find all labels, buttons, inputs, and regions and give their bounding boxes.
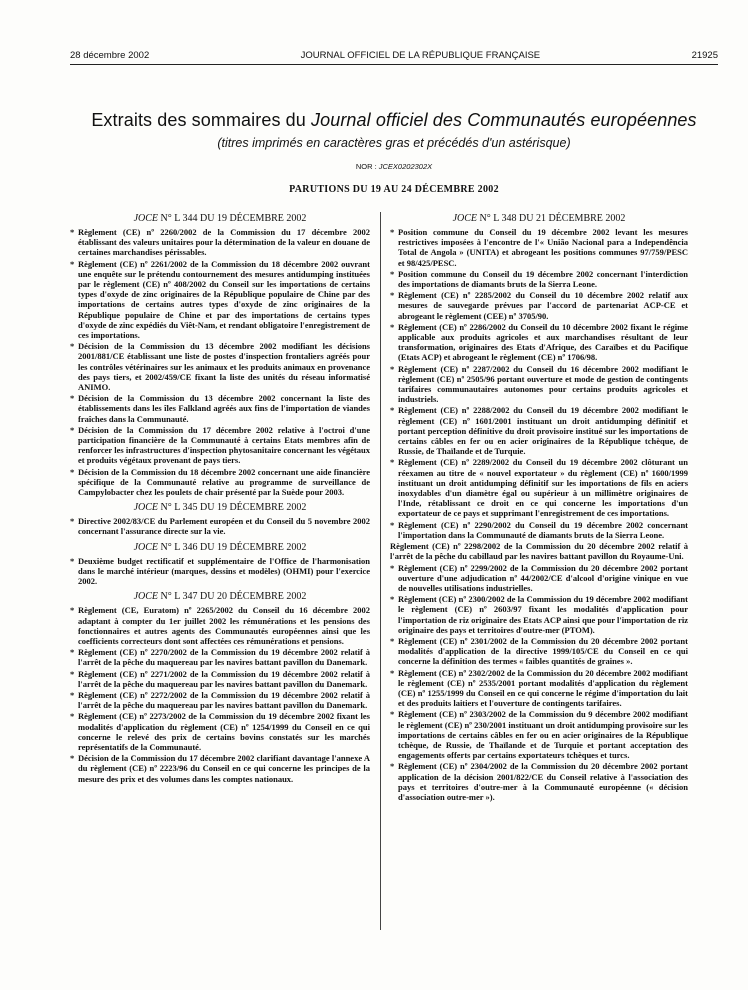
summary-entry: * Décision de la Commission du 18 décembre 2002 concernant une aide financière spécifique de la Communauté relative au programme de surveillance de Campylobacter chez les poulets de chair présenté par la Suède pour 2003. [70,467,370,498]
nor-reference [70,162,718,171]
joce-issue-heading [70,542,370,554]
summary-entry: * Règlement (CE) nº 2299/2002 de la Commission du 20 décembre 2002 portant ouverture d'une adjudication nº 44/2002/CE d'alcool d'origine vinique en vue de nouvelles utilisations industrielles. [390,563,688,594]
summary-entry: * Règlement (CE) nº 2270/2002 de la Commission du 19 décembre 2002 relatif à l'arrêt de la pêche du maquereau par les navires battant pavillon du Danemark. [70,647,370,667]
summary-entry: * Règlement (CE) nº 2288/2002 du Conseil du 19 décembre 2002 modifiant le règlement (CE) nº 1601/2001 instituant un droit antidumping définitif et portant perception définitive du droit provisoire institué sur les importations de certains câbles en fer ou en acier originaires de la République tchèque, de Russie, de Thaïlande et de Turquie. [390,405,688,456]
page-title [70,110,718,131]
joce-issue-ref: N° L 345 DU 19 DÉCEMBRE 2002 [160,502,307,514]
summary-entry: * Position commune du Conseil du 19 décembre 2002 concernant l'interdiction des importations de diamants bruts de la Sierra Leone. [390,269,688,289]
summary-entry: * Décision de la Commission du 17 décembre 2002 clarifiant davantage l'annexe A du règlement (CE) nº 2223/96 du Conseil en ce qui concerne les principes de la mesure des prix et des volumes dans les comptes nationaux. [70,753,370,784]
summary-entry: * Règlement (CE) nº 2287/2002 du Conseil du 16 décembre 2002 modifiant le règlement (CE) nº 2505/96 portant ouverture et mode de gestion de contingents tarifaires communautaires autonomes pour certains produits agricoles et industriels. [390,364,688,405]
running-head-date: 28 décembre 2002 [70,50,150,61]
summary-entry: * Position commune du Conseil du 19 décembre 2002 levant les mesures restrictives imposées à l'encontre de l'« União Nacional para a Independência Total de Angola » (UNITA) et abrogeant les positions communes 97/759/PESC et 98/425/PESC. [390,227,688,268]
right-column [390,213,688,803]
joce-issue-ref: N° L 348 DU 21 DÉCEMBRE 2002 [479,213,626,224]
joce-label: JOCE [452,213,478,224]
joce-label: JOCE [133,591,159,603]
summary-entry: * Règlement (CE) nº 2273/2002 de la Commission du 19 décembre 2002 fixant les modalités d'application du règlement (CE) nº 1254/1999 du Conseil en ce qui concerne le relevé des prix de certains bovins constatés sur les marchés représentatifs de la Communauté. [70,711,370,752]
summary-entry: Règlement (CE) nº 2298/2002 de la Commission du 20 décembre 2002 relatif à l'arrêt de la pêche du cabillaud par les navires battant pavillon du Royaume-Uni. [390,541,688,562]
summary-entry: * Décision de la Commission du 13 décembre 2002 modifiant les décisions 2001/881/CE établissant une liste de postes d'inspection frontaliers agréés pour les contrôles vétérinaires sur les animaux et les produits animaux en provenance des pays tiers, et 2002/459/CE fixant la liste des unités du réseau informatisé ANIMO. [70,341,370,392]
summary-entry: * Règlement (CE) nº 2303/2002 de la Commission du 9 décembre 2002 modifiant le règlement (CE) nº 230/2001 instituant un droit antidumping provisoire sur les importations de certains câbles en fer ou en acier originaires de la République tchèque, de Russie, de Thaïlande et de Turquie et portant acceptation des engagements offerts par certains exportateurs tchèques et turcs. [390,709,688,760]
nor-code: JCEX0202302X [378,162,433,171]
running-head-journal: JOURNAL OFFICIEL DE LA RÉPUBLIQUE FRANÇAISE [300,50,541,61]
summary-entry: * Règlement (CE) nº 2285/2002 du Conseil du 10 décembre 2002 relatif aux mesures de sauvegarde prévues par l'accord de partenariat ACP-CE et abrogeant le règlement (CEE) nº 3705/90. [390,290,688,321]
joce-label: JOCE [133,502,159,514]
summary-entry: * Règlement (CE) nº 2301/2002 de la Commission du 20 décembre 2002 portant modalités d'application de la directive 1999/105/CE du Conseil en ce qui concerne la définition des termes « faibles quantités de graines ». [390,636,688,667]
page-title-journal-name: Journal officiel des Communautés européennes [311,110,697,130]
summary-entry: * Décision de la Commission du 13 décembre 2002 concernant la liste des établissements dans les îles Falkland agréés aux fins de l'importation de viandes fraîches dans la Communauté. [70,393,370,424]
summary-entry: * Règlement (CE) nº 2300/2002 de la Commission du 19 décembre 2002 modifiant le règlement (CE) nº 2603/97 fixant les modalités d'application pour l'importation de riz originaire des Etats ACP ainsi que pour l'importation de riz originaire des pays et territoires d'outre-mer (PTOM). [390,594,688,635]
nor-label: NOR : [355,162,379,171]
column-divider [380,212,381,930]
parutions-heading: PARUTIONS DU 19 AU 24 DÉCEMBRE 2002 [289,184,499,195]
joce-label: JOCE [133,213,159,224]
summary-entry: * Directive 2002/83/CE du Parlement européen et du Conseil du 5 novembre 2002 concernant l'assurance directe sur la vie. [70,516,370,536]
summary-entry: * Règlement (CE) nº 2272/2002 de la Commission du 19 décembre 2002 relatif à l'arrêt de la pêche du maquereau par les navires battant pavillon du Danemark. [70,690,370,710]
summary-entry: * Règlement (CE) nº 2260/2002 de la Commission du 17 décembre 2002 établissant des valeurs unitaires pour la détermination de la valeur en douane de certaines marchandises périssables. [70,227,370,258]
summary-entry: * Règlement (CE) nº 2261/2002 de la Commission du 18 décembre 2002 ouvrant une enquête sur le prétendu contournement des mesures antidumping instituées par le règlement (CE) nº 408/2002 du Conseil sur les importations de certains types d'oxyde de zinc originaires de la République populaire de Chine par des importations de certains autres types d'oxyde de zinc originaires de la République populaire de Chine et par des importations de certains types d'oxyde de zinc expédiés du Viêt-Nam, et rendant obligatoire l'enregistrement de ces importations. [70,259,370,341]
running-head [70,50,718,61]
joce-issue-ref: N° L 346 DU 19 DÉCEMBRE 2002 [160,541,307,553]
joce-issue-ref: N° L 344 DU 19 DÉCEMBRE 2002 [160,213,307,224]
summary-entry: * Règlement (CE) nº 2302/2002 de la Commission du 20 décembre 2002 modifiant le règlement (CE) nº 2535/2001 portant modalités d'application du règlement (CE) nº 1255/1999 du Conseil en ce qui concerne le régime d'importation du lait et des produits laitiers et l'ouverture de contingents tarifaires. [390,668,688,709]
joce-issue-ref: N° L 347 DU 20 DÉCEMBRE 2002 [160,591,307,603]
header-rule [70,64,718,65]
joce-issue-heading [70,591,370,603]
summary-entry: * Règlement (CE) nº 2304/2002 de la Commission du 20 décembre 2002 portant application de la décision 2001/822/CE du Conseil relative à l'association des pays et territoires d'outre-mer à la Communauté européenne (« décision d'association outre-mer »). [390,761,688,802]
joce-issue-heading [390,213,688,225]
running-head-page-number: 21925 [691,50,718,61]
summary-entry: * Règlement (CE) nº 2271/2002 de la Commission du 19 décembre 2002 relatif à l'arrêt de la pêche du maquereau par les navires battant pavillon du Danemark. [70,669,370,689]
summary-entry: * Règlement (CE) nº 2286/2002 du Conseil du 10 décembre 2002 fixant le régime applicable aux produits agricoles et aux marchandises résultant de leur transformation, originaires des Etats d'Afrique, des Caraïbes et du Pacifique (Etats ACP) et abrogeant le règlement (CE) nº 1706/98. [390,322,688,363]
summary-entry: * Règlement (CE, Euratom) nº 2265/2002 du Conseil du 16 décembre 2002 adaptant à compter du 1er juillet 2002 les rémunérations et les pensions des fonctionnaires et autres agents des Communautés européennes ainsi que les coefficients correcteurs dont sont affectées ces rémunérations et pensions. [70,605,370,646]
summary-entry: * Deuxième budget rectificatif et supplémentaire de l'Office de l'harmonisation dans le marché intérieur (marques, dessins et modèles) (OHMI) pour l'exercice 2002. [70,556,370,587]
page-title-prefix: Extraits des sommaires du [91,110,312,130]
joce-issue-heading [70,213,370,225]
joce-label: JOCE [133,541,159,553]
page-subtitle: (titres imprimés en caractères gras et précédés d'un astérisque) [217,136,571,150]
summary-entry: * Règlement (CE) nº 2290/2002 du Conseil du 19 décembre 2002 concernant l'importation dans la Communauté de diamants bruts de la Sierra Leone. [390,520,688,540]
summary-entry: * Décision de la Commission du 17 décembre 2002 relative à l'octroi d'une participation financière de la Communauté à certains Etats membres afin de renforcer les infrastructures d'inspection phytosanitaire concernant les végétaux et produits végétaux provenant de pays tiers. [70,425,370,466]
left-column [70,213,370,785]
summary-entry: * Règlement (CE) nº 2289/2002 du Conseil du 19 décembre 2002 clôturant un réexamen au titre de « nouvel exportateur » du règlement (CE) nº 1600/1999 instituant un droit antidumping définitif sur les importations de fils en aciers inoxydables d'un diamètre égal ou supérieur à un millimètre originaires de l'Inde, rétablissant ce droit en ce qui concerne les importations d'un exportateur de ce pays et supprimant l'enregistrement de ces importations. [390,457,688,518]
joce-issue-heading [70,502,370,514]
